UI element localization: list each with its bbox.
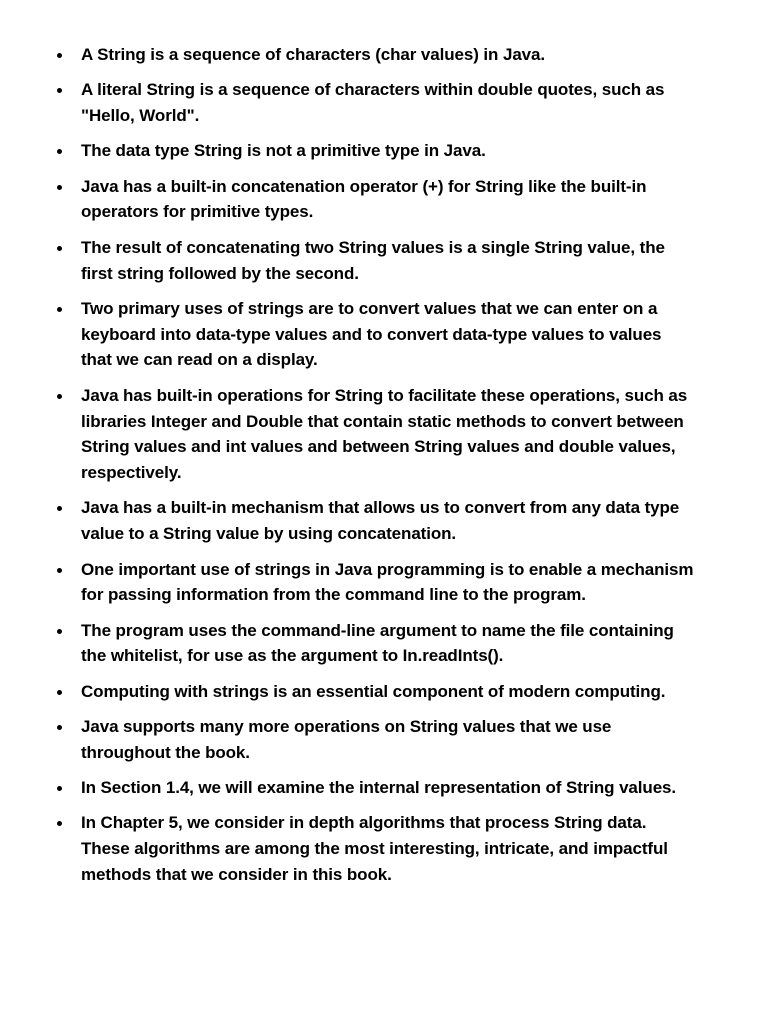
bullet-dot-icon [57, 725, 62, 730]
bullet-dot-icon [57, 568, 62, 573]
bullet-dot-icon [57, 185, 62, 190]
bullet-item [54, 810, 694, 887]
bullet-item [54, 296, 694, 373]
bullet-dot-icon [57, 53, 62, 58]
bullet-text: The program uses the command-line argument to name the file containing the whitelist, for use as the argument to In.readInts(). [81, 620, 674, 666]
bullet-item [54, 383, 694, 486]
bullet-dot-icon [57, 690, 62, 695]
bullet-dot-icon [57, 629, 62, 634]
bullet-item [54, 679, 694, 705]
bullet-text: Java has a built-in mechanism that allows us to convert from any data type value to a String value by using concatenation. [81, 498, 680, 544]
bullet-text: Computing with strings is an essential component of modern computing. [81, 681, 666, 701]
bullet-item [54, 235, 694, 287]
bullet-text: Two primary uses of strings are to convert values that we can enter on a keyboard into data-type values and to convert data-type values to values that we can read on a display. [81, 298, 662, 370]
bullet-dot-icon [57, 246, 62, 251]
bullet-text: Java supports many more operations on String values that we use throughout the book. [81, 717, 612, 762]
bullet-dot-icon [57, 88, 62, 93]
bullet-text: Java has a built-in concatenation operator (+) for String like the built-in operators for primitive types. [81, 176, 647, 222]
bullet-item [54, 42, 694, 68]
bullet-text: The data type String is not a primitive type in Java. [81, 141, 486, 161]
bullet-text: Java has built-in operations for String to facilitate these operations, such as libraries Integer and Double that contain static methods to convert between String values and int values and between String values and double values, respectively. [81, 385, 688, 483]
bullet-item [54, 618, 694, 670]
bullet-item [54, 138, 694, 164]
bullet-text: In Section 1.4, we will examine the internal representation of String values. [81, 778, 677, 798]
bullet-item [54, 775, 694, 801]
bullet-dot-icon [57, 786, 62, 791]
bullet-dot-icon [57, 394, 62, 399]
bullet-dot-icon [57, 307, 62, 312]
bullet-text: A String is a sequence of characters (char values) in Java. [81, 45, 545, 64]
bullet-item [54, 174, 694, 226]
bullet-dot-icon [57, 821, 62, 826]
bullet-text: The result of concatenating two String values is a single String value, the first string followed by the second. [81, 237, 665, 283]
bullet-item [54, 495, 694, 547]
bullet-item [54, 714, 694, 766]
bullet-text: A literal String is a sequence of characters within double quotes, such as "Hello, World". [81, 80, 665, 126]
bullet-list [54, 42, 694, 897]
bullet-item [54, 77, 694, 129]
bullet-dot-icon [57, 506, 62, 511]
bullet-text: One important use of strings in Java programming is to enable a mechanism for passing information from the command line to the program. [81, 559, 694, 605]
bullet-item [54, 557, 694, 609]
bullet-dot-icon [57, 149, 62, 154]
bullet-text: In Chapter 5, we consider in depth algorithms that process String data. These algorithms are among the most interesting, intricate, and impactful methods that we consider in this book. [81, 813, 668, 885]
